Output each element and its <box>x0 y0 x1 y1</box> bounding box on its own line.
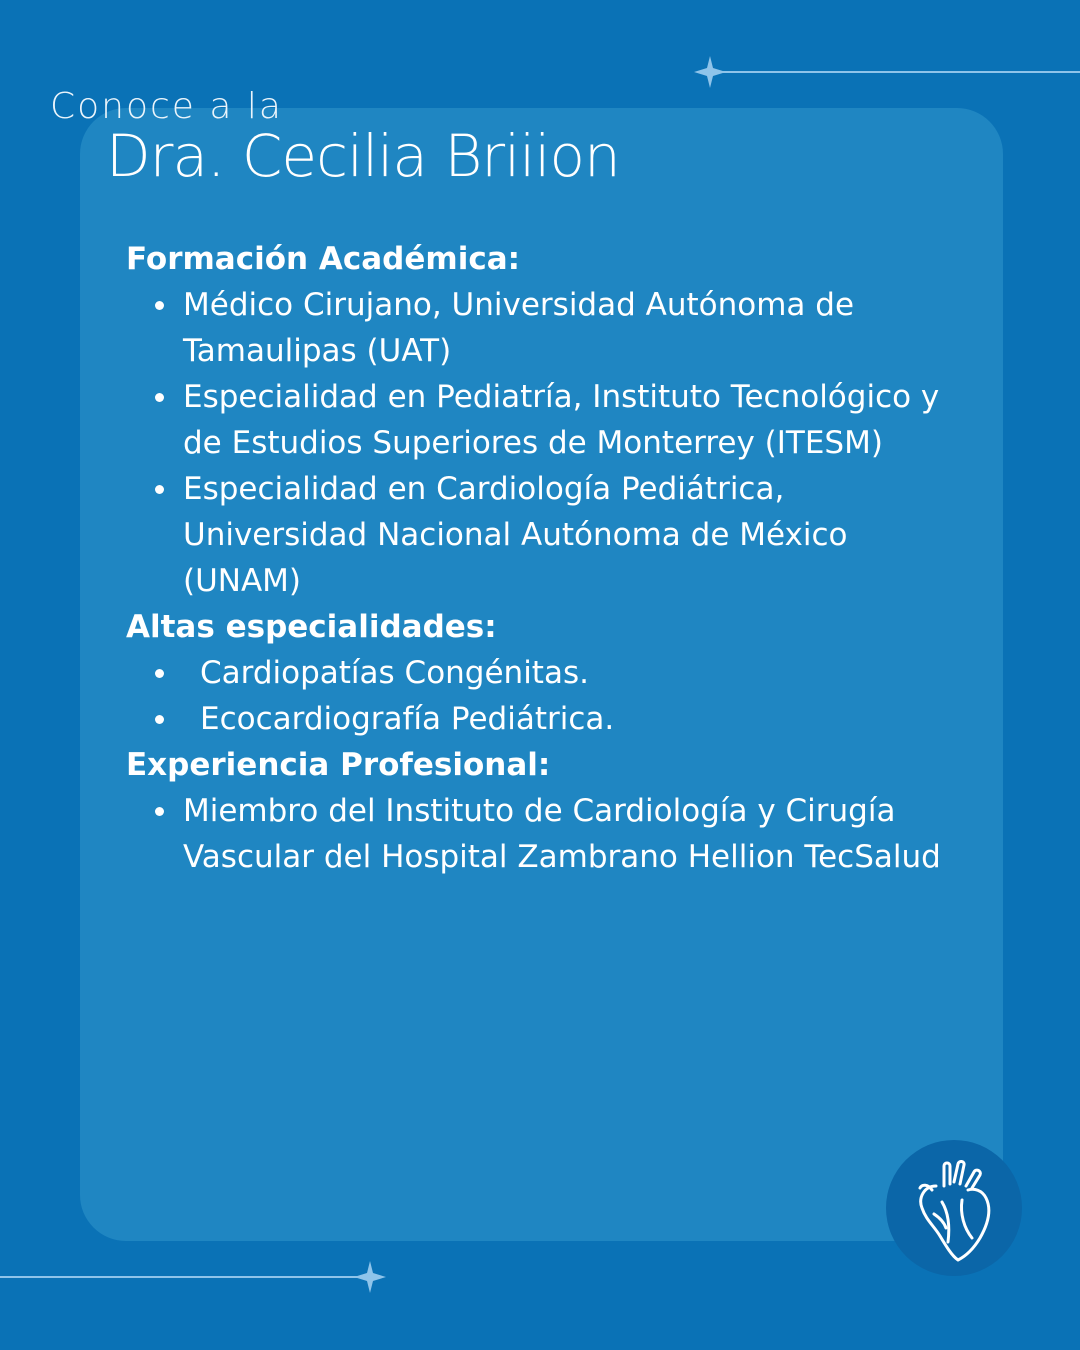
list-item-text: Cardiopatías Congénitas. <box>200 655 589 691</box>
heart-badge <box>886 1140 1022 1276</box>
list-item <box>126 650 946 696</box>
list-item: Especialidad en Cardiología Pediátrica, Universidad Nacional Autónoma de México (UNAM) <box>126 466 946 604</box>
bottom-accent-line <box>0 1276 370 1278</box>
list-item: Miembro del Instituto de Cardiología y Cirugía Vascular del Hospital Zambrano Hellion TecSalud <box>126 788 946 880</box>
section-heading-specialties: Altas especialidades: <box>126 609 497 645</box>
list-item <box>126 696 946 742</box>
specialties-list <box>126 650 946 742</box>
education-list <box>126 282 946 604</box>
list-item: Especialidad en Pediatría, Instituto Tecnológico y de Estudios Superiores de Monterrey (ITESM) <box>126 374 946 466</box>
list-item-text: Ecocardiografía Pediátrica. <box>200 701 615 737</box>
doctor-name: Dra. Cecilia Briiion <box>106 122 620 190</box>
experience-list <box>126 788 946 880</box>
heart-anatomy-icon <box>914 1156 994 1262</box>
section-heading-education: Formación Académica: <box>126 241 521 277</box>
star-icon <box>352 1259 388 1295</box>
section-heading-experience: Experiencia Profesional: <box>126 747 551 783</box>
list-item: Médico Cirujano, Universidad Autónoma de Tamaulipas (UAT) <box>126 282 946 374</box>
kicker-text: Conoce a la <box>50 86 283 127</box>
profile-content <box>126 236 946 880</box>
top-accent-line <box>710 71 1080 73</box>
star-icon <box>692 54 728 90</box>
